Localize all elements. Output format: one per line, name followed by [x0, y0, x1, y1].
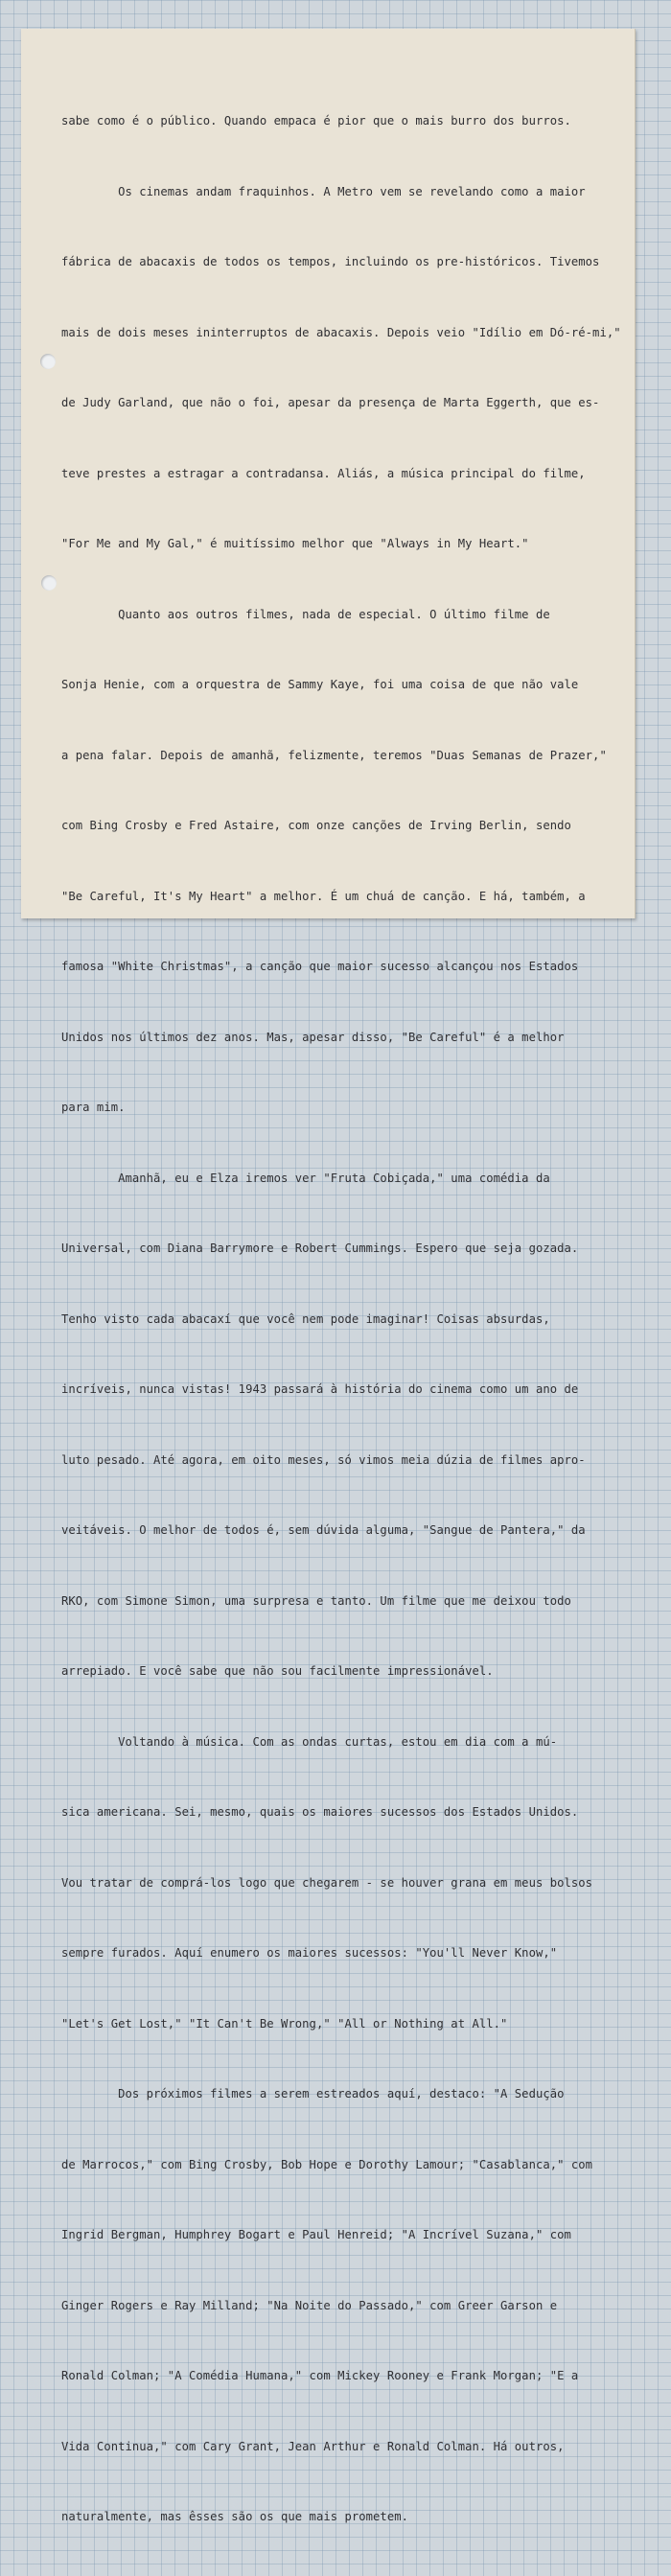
text-line: Vou tratar de comprá-los logo que chegarem - se houver grana em meus bolsos — [61, 1875, 593, 1890]
text-line: naturalmente, mas êsses são os que mais prometem. — [61, 2510, 408, 2523]
text-line: com Bing Crosby e Fred Astaire, com onze canções de Irving Berlin, sendo — [61, 819, 571, 832]
text-line: Voltando à música. Com as ondas curtas, estou em dia com a mú- — [61, 1734, 558, 1749]
text-line: Ingrid Bergman, Humphrey Bogart e Paul Henreid; "A Incrível Suzana," com — [61, 2228, 571, 2241]
text-line: Quanto aos outros filmes, nada de especial. O último filme de — [61, 607, 550, 621]
text-line: a pena falar. Depois de amanhã, felizmente, teremos "Duas Semanas de Prazer," — [61, 748, 607, 762]
text-line: Ginger Rogers e Ray Milland; "Na Noite do Passado," com Greer Garson e — [61, 2298, 558, 2312]
text-line: Dos próximos filmes a serem estreados aquí, destaco: "A Sedução — [61, 2087, 565, 2100]
text-line: Amanhã, eu e Elza iremos ver "Fruta Cobiçada," uma comédia da — [61, 1171, 550, 1185]
text-line: "Let's Get Lost," "It Can't Be Wrong," "All or Nothing at All." — [61, 2016, 508, 2031]
text-line: luto pesado. Até agora, em oito meses, só vimos meia dúzia de filmes apro- — [61, 1452, 586, 1467]
text-line: fábrica de abacaxis de todos os tempos, incluindo os pre-históricos. Tivemos — [61, 255, 600, 268]
text-line: incríveis, nunca vistas! 1943 passará à história do cinema como um ano de — [61, 1382, 579, 1396]
text-line: Os cinemas andam fraquinhos. A Metro vem se revelando como a maior — [61, 184, 586, 198]
text-line: famosa "White Christmas", a canção que maior sucesso alcançou nos Estados — [61, 960, 579, 973]
typewritten-page — [21, 29, 636, 2523]
text-line: veitáveis. O melhor de todos é, sem dúvida alguma, "Sangue de Pantera," da — [61, 1523, 586, 1537]
text-line: sempre furados. Aquí enumero os maiores sucessos: "You'll Never Know," — [61, 1946, 558, 1960]
text-line: mais de dois meses ininterruptos de abacaxis. Depois veio "Idílio em Dó-ré-mi," — [61, 325, 621, 339]
text-line: RKO, com Simone Simon, uma surpresa e tanto. Um filme que me deixou todo — [61, 1593, 571, 1608]
punch-hole — [41, 575, 57, 591]
text-line: "For Me and My Gal," é muitíssimo melhor que "Always in My Heart." — [61, 537, 529, 550]
text-line: "Be Careful, It's My Heart" a melhor. É um chuá de canção. E há, também, a — [61, 889, 586, 903]
text-line: Sonja Henie, com a orquestra de Sammy Kaye, foi uma coisa de que não vale — [61, 678, 579, 691]
text-line: para mim. — [61, 1101, 126, 1114]
text-line: Vida Continua," com Cary Grant, Jean Arthur e Ronald Colman. Há outros, — [61, 2439, 565, 2453]
text-line: Unidos nos últimos dez anos. Mas, apesar disso, "Be Careful" é a melhor — [61, 1030, 565, 1044]
text-line: sabe como é o público. Quando empaca é pior que o mais burro dos burros. — [61, 114, 571, 128]
text-line: Tenho visto cada abacaxí que você nem pode imaginar! Coisas absurdas, — [61, 1311, 550, 1326]
text-line: Universal, com Diana Barrymore e Robert Cummings. Espero que seja gozada. — [61, 1242, 579, 1255]
text-line: de Judy Garland, que não o foi, apesar da presença de Marta Eggerth, que es- — [61, 396, 600, 409]
text-line: teve prestes a estragar a contradansa. Aliás, a música principal do filme, — [61, 466, 586, 480]
punch-hole — [40, 354, 56, 369]
letter-body — [61, 62, 636, 2576]
text-line: arrepiado. E você sabe que não sou facilmente impressionável. — [61, 1664, 494, 1678]
text-line: de Marrocos," com Bing Crosby, Bob Hope e Dorothy Lamour; "Casablanca," com — [61, 2157, 593, 2171]
text-line: Ronald Colman; "A Comédia Humana," com Mickey Rooney e Frank Morgan; "E a — [61, 2369, 579, 2382]
text-line: sica americana. Sei, mesmo, quais os maiores sucessos dos Estados Unidos. — [61, 1805, 579, 1819]
